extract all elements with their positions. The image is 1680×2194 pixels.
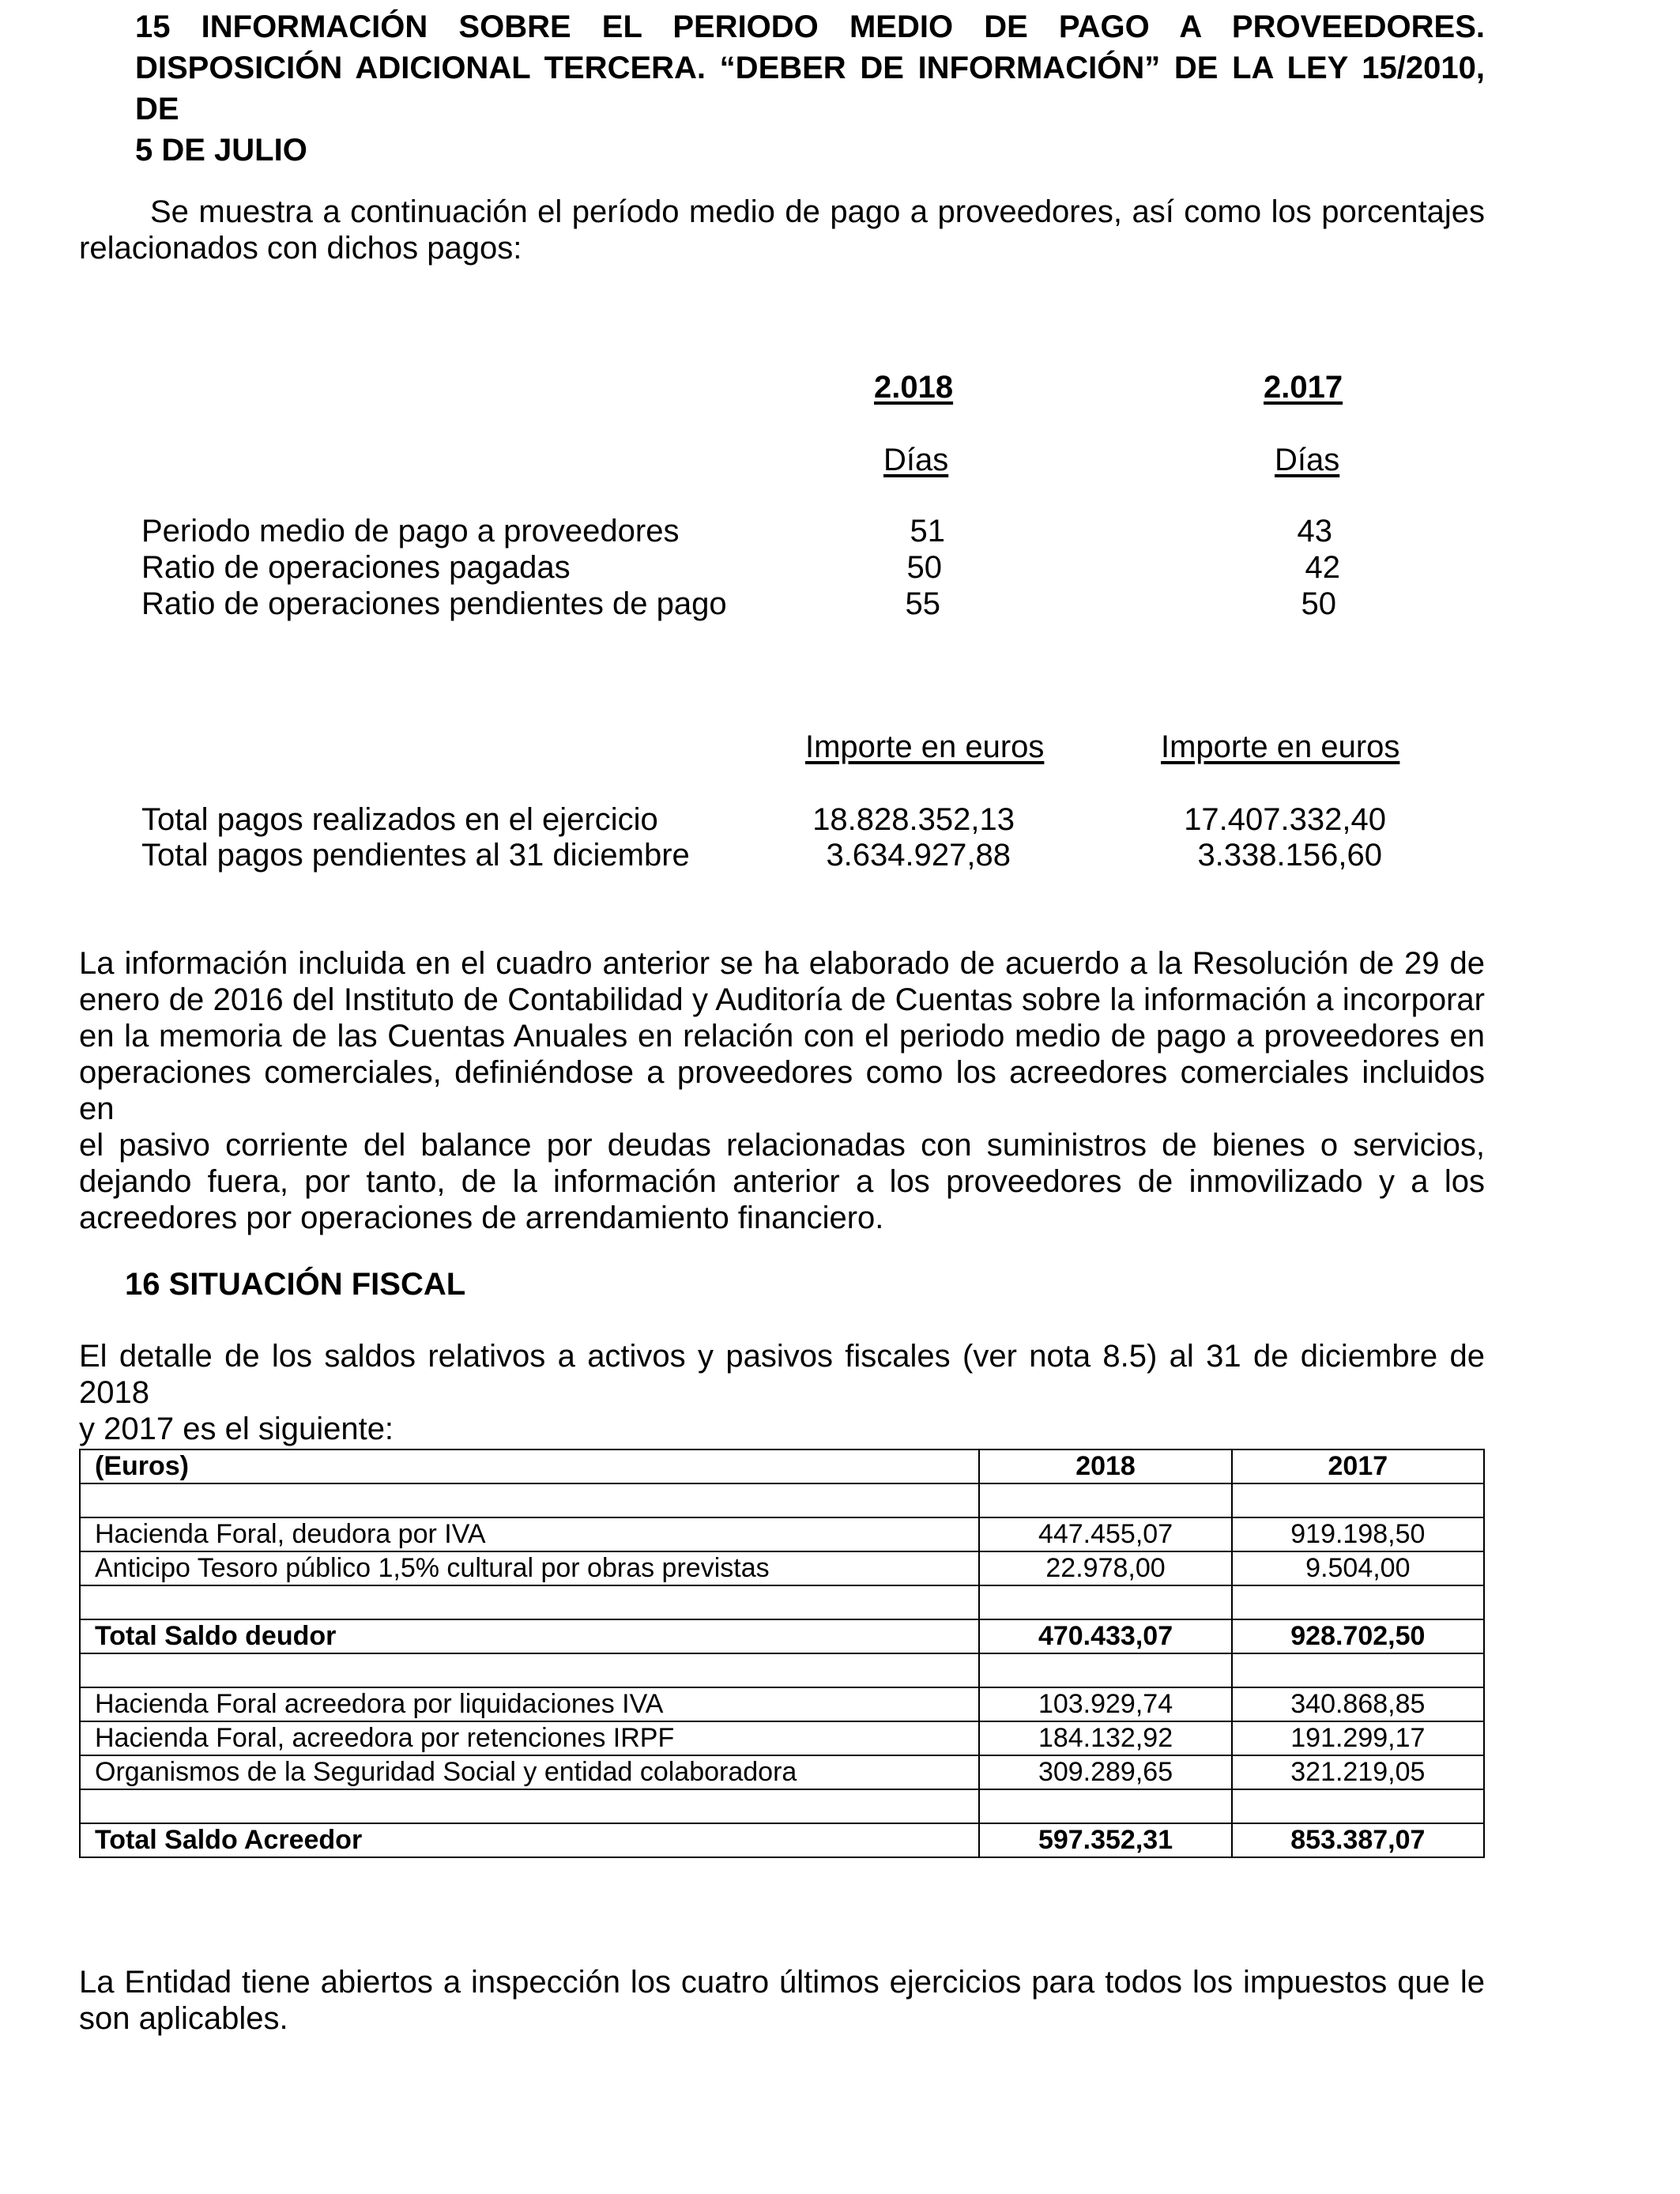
days-row-label: Periodo medio de pago a proveedores xyxy=(141,514,680,548)
days-row-value-2017: 42 xyxy=(1305,550,1340,585)
table-cell-concept: Hacienda Foral acreedora por liquidaciones IVA xyxy=(80,1687,979,1721)
section-16-intro-line-2: y 2017 es el siguiente: xyxy=(79,1412,394,1446)
amount-header-2018: Importe en euros xyxy=(805,729,1045,764)
table-cell-2018: 103.929,74 xyxy=(979,1687,1231,1721)
days-unit-2018: Días xyxy=(883,443,949,477)
table-row-empty xyxy=(80,1653,1484,1687)
section-16-heading: 16 SITUACIÓN FISCAL xyxy=(125,1267,466,1302)
amount-header-2017: Importe en euros xyxy=(1161,729,1400,764)
closing-line-2: son aplicables. xyxy=(79,2001,288,2036)
table-cell-2018: 309.289,65 xyxy=(979,1755,1231,1789)
section-16-intro xyxy=(79,1338,1485,1447)
table-cell-2017: 191.299,17 xyxy=(1232,1721,1484,1755)
table-cell xyxy=(1232,1483,1484,1517)
note-line: dejando fuera, por tanto, de la información anterior a los proveedores de inmovilizado y a los xyxy=(79,1164,1485,1199)
days-row-value-2018: 55 xyxy=(905,586,940,621)
table-cell xyxy=(1232,1585,1484,1619)
table-cell-concept: Hacienda Foral, deudora por IVA xyxy=(80,1517,979,1551)
section-16-intro-line-1: El detalle de los saldos relativos a activos y pasivos fiscales (ver nota 8.5) al 31 de diciembre de 2018 xyxy=(79,1339,1485,1410)
table-cell-2017: 9.504,00 xyxy=(1232,1551,1484,1585)
note-line: operaciones comerciales, definiéndose a proveedores como los acreedores comerciales incluidos en xyxy=(79,1055,1485,1126)
table-cell-2017: 340.868,85 xyxy=(1232,1687,1484,1721)
table-cell xyxy=(80,1585,979,1619)
days-row-value-2017: 43 xyxy=(1297,514,1332,548)
days-row-value-2017: 50 xyxy=(1301,586,1336,621)
table-cell-2018: 184.132,92 xyxy=(979,1721,1231,1755)
note-line: en la memoria de las Cuentas Anuales en relación con el periodo medio de pago a proveedores en xyxy=(79,1019,1485,1054)
table-cell-concept: Total Saldo Acreedor xyxy=(80,1823,979,1857)
table-cell-concept: Anticipo Tesoro público 1,5% cultural por obras previstas xyxy=(80,1551,979,1585)
table-cell xyxy=(80,1789,979,1823)
section-15-heading-line-2: DISPOSICIÓN ADICIONAL TERCERA. “DEBER DE INFORMACIÓN” DE LA LEY 15/2010, DE xyxy=(135,51,1485,126)
section-16-closing xyxy=(79,1964,1485,2037)
table-row xyxy=(80,1517,1484,1551)
section-15-note xyxy=(79,945,1485,1236)
table-cell xyxy=(979,1585,1231,1619)
table-cell xyxy=(1232,1789,1484,1823)
section-15-intro-line-2: relacionados con dichos pagos: xyxy=(79,231,522,266)
table-row-empty xyxy=(80,1585,1484,1619)
table-cell-2017: 853.387,07 xyxy=(1232,1823,1484,1857)
days-row-label: Ratio de operaciones pagadas xyxy=(141,550,571,585)
note-line: acreedores por operaciones de arrendamiento financiero. xyxy=(79,1201,884,1235)
amount-row-value-2017: 3.338.156,60 xyxy=(1197,838,1382,873)
table-row-empty xyxy=(80,1789,1484,1823)
section-15-intro xyxy=(79,194,1485,266)
table-cell xyxy=(979,1483,1231,1517)
amount-row-value-2018: 3.634.927,88 xyxy=(826,838,1011,873)
days-row-value-2018: 50 xyxy=(906,550,942,585)
days-year-2017: 2.017 xyxy=(1264,370,1343,405)
table-row xyxy=(80,1721,1484,1755)
table-cell xyxy=(80,1653,979,1687)
table-cell-2018: 447.455,07 xyxy=(979,1517,1231,1551)
table-row-empty xyxy=(80,1483,1484,1517)
section-15-heading-line-3: 5 DE JULIO xyxy=(135,133,307,168)
header-cell-2017: 2017 xyxy=(1232,1449,1484,1483)
table-cell xyxy=(979,1789,1231,1823)
days-row-value-2018: 51 xyxy=(910,514,945,548)
table-cell-2018: 22.978,00 xyxy=(979,1551,1231,1585)
closing-line-1: La Entidad tiene abiertos a inspección los cuatro últimos ejercicios para todos los impuestos que le xyxy=(79,1965,1485,2000)
table-row xyxy=(80,1755,1484,1789)
table-cell-concept: Organismos de la Seguridad Social y entidad colaboradora xyxy=(80,1755,979,1789)
table-cell xyxy=(80,1483,979,1517)
section-15-heading xyxy=(135,6,1485,171)
table-cell-concept: Total Saldo deudor xyxy=(80,1619,979,1653)
table-row xyxy=(80,1687,1484,1721)
header-cell-euros: (Euros) xyxy=(80,1449,979,1483)
amount-row-label: Total pagos pendientes al 31 diciembre xyxy=(141,838,690,873)
table-cell xyxy=(979,1653,1231,1687)
table-cell-2017: 919.198,50 xyxy=(1232,1517,1484,1551)
table-cell-concept: Hacienda Foral, acreedora por retenciones IRPF xyxy=(80,1721,979,1755)
section-15-heading-line-1: 15 INFORMACIÓN SOBRE EL PERIODO MEDIO DE PAGO A PROVEEDORES. xyxy=(135,9,1485,44)
table-row-total xyxy=(80,1823,1484,1857)
amount-row-value-2018: 18.828.352,13 xyxy=(812,802,1015,837)
fiscal-balances-table xyxy=(79,1449,1485,1858)
note-line: La información incluida en el cuadro anterior se ha elaborado de acuerdo a la Resolución de 29 de xyxy=(79,946,1485,981)
note-line: enero de 2016 del Instituto de Contabilidad y Auditoría de Cuentas sobre la información a incorporar xyxy=(79,982,1485,1017)
table-row-total xyxy=(80,1619,1484,1653)
table-cell-2018: 597.352,31 xyxy=(979,1823,1231,1857)
amount-row-label: Total pagos realizados en el ejercicio xyxy=(141,802,658,837)
amount-row-value-2017: 17.407.332,40 xyxy=(1184,802,1386,837)
days-year-2018: 2.018 xyxy=(874,370,954,405)
table-cell-2017: 321.219,05 xyxy=(1232,1755,1484,1789)
days-unit-2017: Días xyxy=(1275,443,1340,477)
table-header-row xyxy=(80,1449,1484,1483)
section-15-intro-line-1: Se muestra a continuación el período medio de pago a proveedores, así como los porcentajes xyxy=(150,194,1485,229)
note-line: el pasivo corriente del balance por deudas relacionadas con suministros de bienes o servicios, xyxy=(79,1128,1485,1163)
table-cell-2018: 470.433,07 xyxy=(979,1619,1231,1653)
table-cell xyxy=(1232,1653,1484,1687)
table-cell-2017: 928.702,50 xyxy=(1232,1619,1484,1653)
days-row-label: Ratio de operaciones pendientes de pago xyxy=(141,586,727,621)
header-cell-2018: 2018 xyxy=(979,1449,1231,1483)
table-row xyxy=(80,1551,1484,1585)
